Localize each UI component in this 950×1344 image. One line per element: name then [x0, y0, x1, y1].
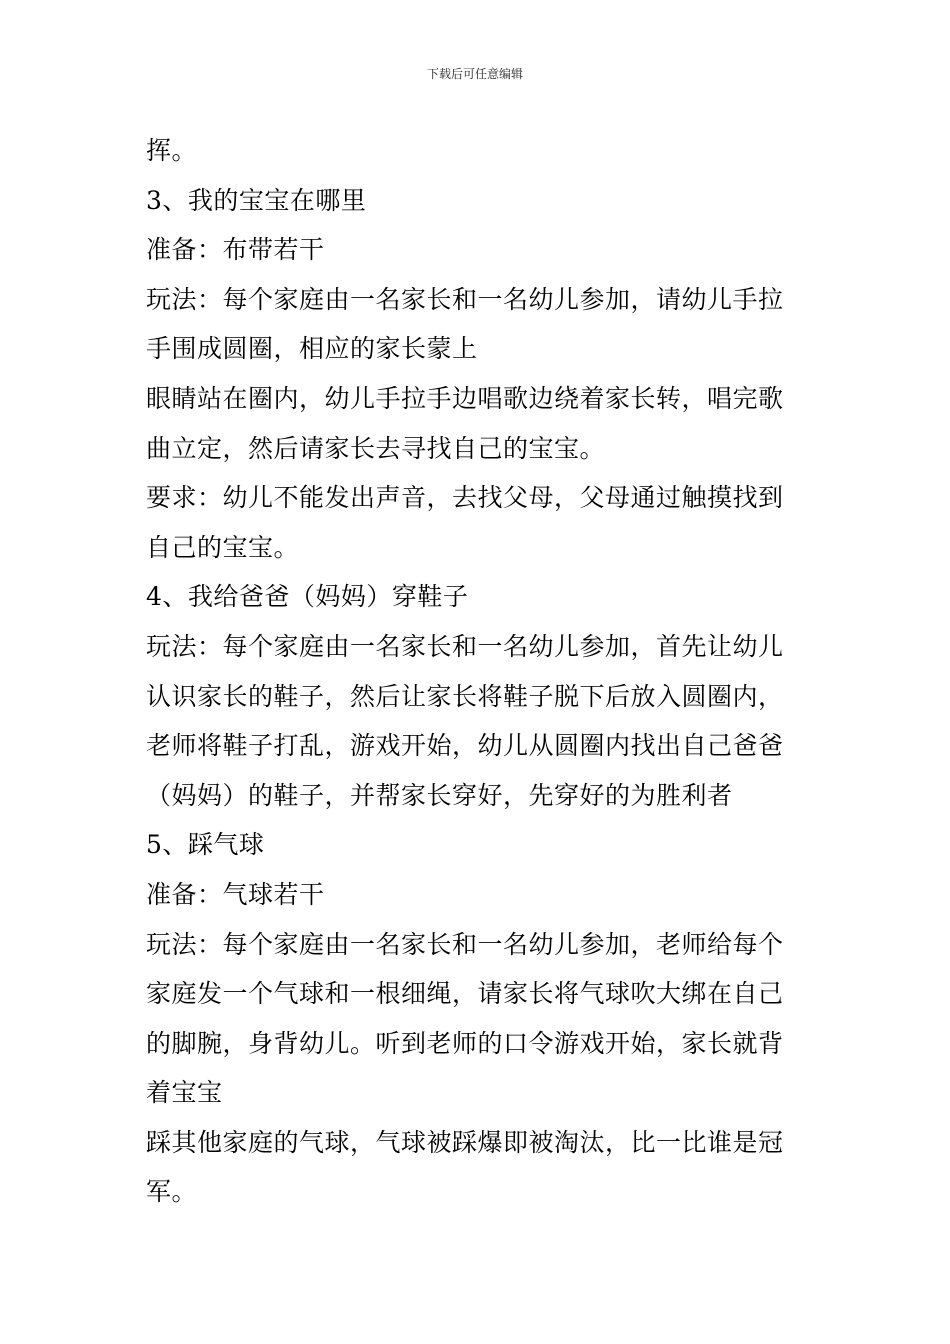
text-line: 玩法：每个家庭由一名家长和一名幼儿参加，老师给每个 [146, 929, 784, 959]
text-line: 准备：布带若干 [146, 235, 325, 265]
text-line: 老师将鞋子打乱，游戏开始，幼儿从圆圈内找出自己爸爸 [146, 731, 784, 761]
text-line: 曲立定，然后请家长去寻找自己的宝宝。 [146, 433, 606, 463]
text-line: 玩法：每个家庭由一名家长和一名幼儿参加，首先让幼儿 [146, 631, 784, 661]
text-line: 踩其他家庭的气球，气球被踩爆即被淘汰，比一比谁是冠 [146, 1127, 784, 1157]
text-line: 玩法：每个家庭由一名家长和一名幼儿参加，请幼儿手拉 [146, 284, 784, 314]
section-heading: 4、我给爸爸（妈妈）穿鞋子 [146, 582, 469, 612]
page-header: 下载后可任意编辑 [426, 67, 523, 81]
text-line: 着宝宝 [146, 1078, 223, 1108]
section-heading: 3、我的宝宝在哪里 [146, 185, 367, 215]
text-line: 的脚腕，身背幼儿。听到老师的口令游戏开始，家长就背 [146, 1028, 784, 1058]
text-line: 要求：幼儿不能发出声音，去找父母，父母通过触摸找到 [146, 483, 784, 513]
text-line: 眼睛站在圈内，幼儿手拉手边唱歌边绕着家长转，唱完歌 [146, 383, 784, 413]
text-line: 家庭发一个气球和一根细绳，请家长将气球吹大绑在自己 [146, 979, 784, 1009]
text-line: 挥。 [146, 136, 198, 165]
section-heading: 5、踩气球 [146, 830, 265, 860]
text-line: 自己的宝宝。 [146, 532, 300, 562]
text-line: 军。 [146, 1177, 198, 1207]
document-body [146, 126, 811, 1217]
text-line: 准备：气球若干 [146, 879, 325, 909]
text-line: 认识家长的鞋子，然后让家长将鞋子脱下后放入圆圈内， [146, 681, 784, 711]
text-line: （妈妈）的鞋子，并帮家长穿好，先穿好的为胜利者 [146, 780, 733, 810]
text-line: 手围成圆圈，相应的家长蒙上 [146, 334, 478, 364]
